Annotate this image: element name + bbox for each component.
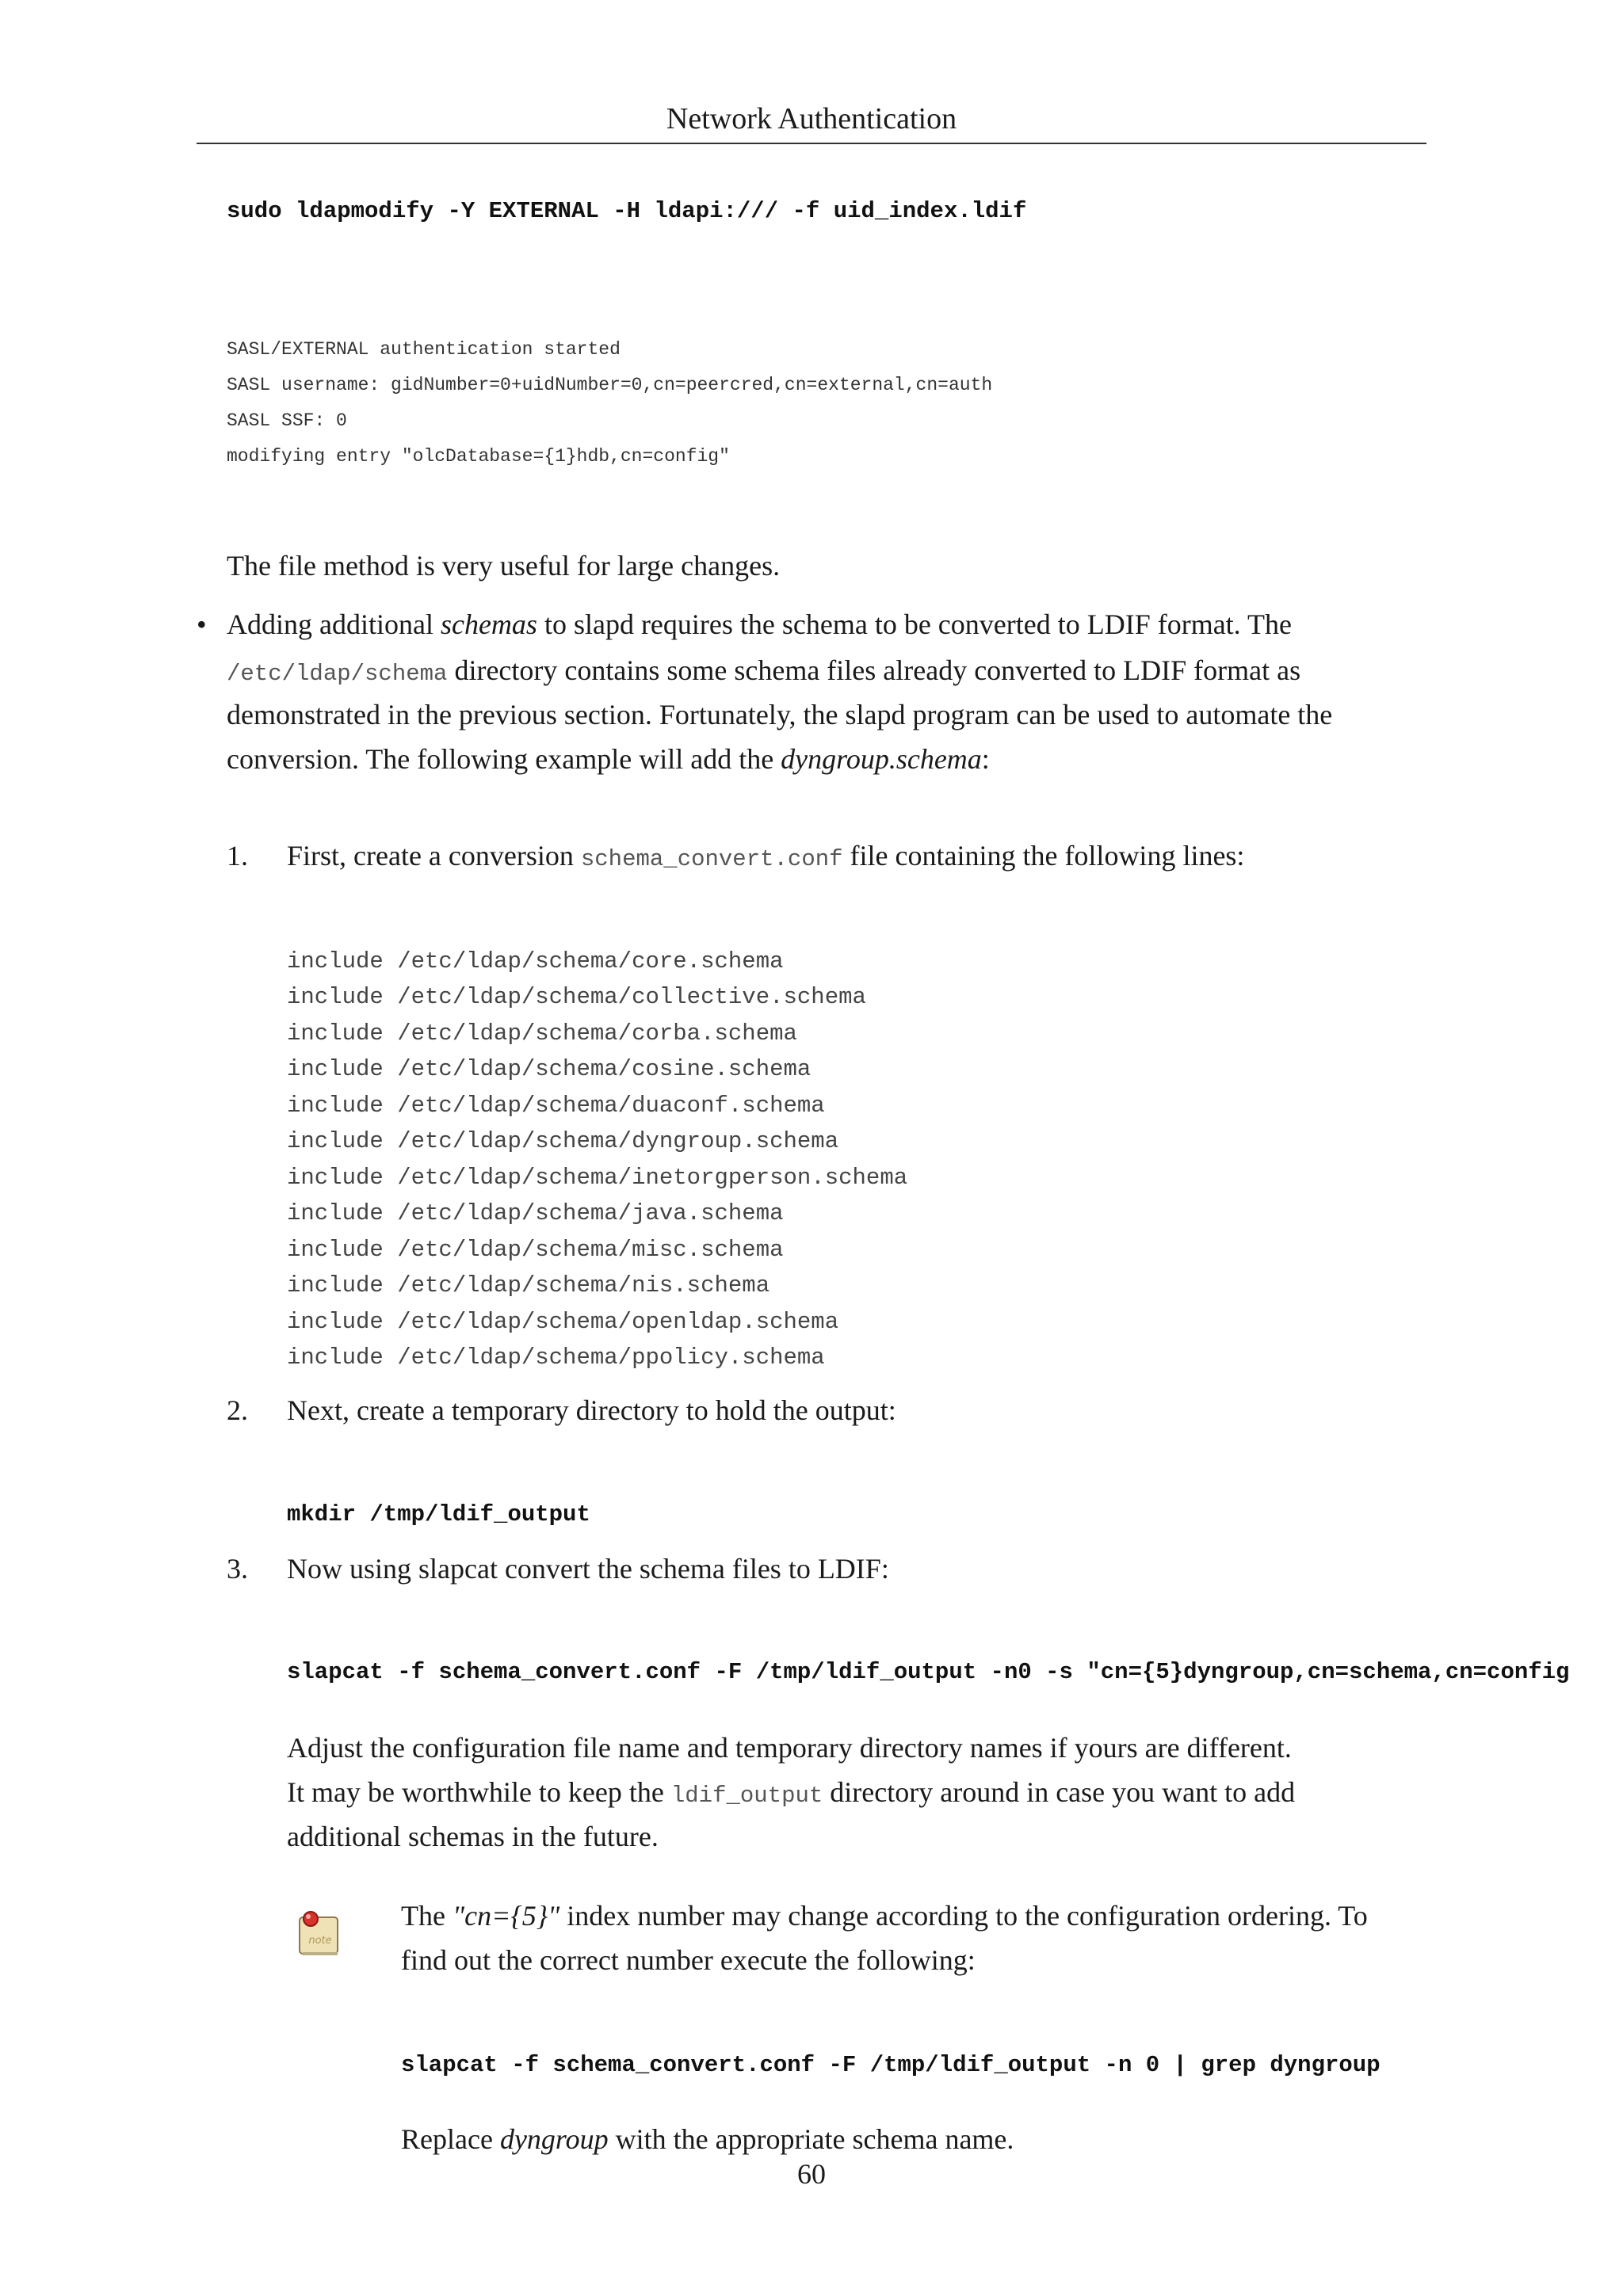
- bullet-line: conversion. The following example will add the dyngroup.schema:: [227, 743, 990, 775]
- svg-text:note: note: [308, 1935, 332, 1947]
- output-line: modifying entry "olcDatabase={1}hdb,cn=config": [227, 446, 730, 467]
- mkdir-command: mkdir /tmp/ldif_output: [287, 1501, 590, 1527]
- code-line: include /etc/ldap/schema/misc.schema: [287, 1237, 784, 1263]
- step-text: First, create a conversion schema_convert.conf file containing the following lines:: [287, 840, 1245, 872]
- code-line: include /etc/ldap/schema/java.schema: [287, 1200, 784, 1226]
- code-line: include /etc/ldap/schema/core.schema: [287, 948, 784, 974]
- note-icon: [295, 1908, 344, 1960]
- code-line: include /etc/ldap/schema/duaconf.schema: [287, 1093, 825, 1119]
- note-line: find out the correct number execute the following:: [401, 1944, 976, 1976]
- code-line: include /etc/ldap/schema/ppolicy.schema: [287, 1344, 825, 1371]
- code-line: include /etc/ldap/schema/dyngroup.schema: [287, 1128, 839, 1154]
- output-line: SASL SSF: 0: [227, 410, 347, 431]
- code-line: include /etc/ldap/schema/nis.schema: [287, 1272, 770, 1299]
- output-line: SASL username: gidNumber=0+uidNumber=0,cn=peercred,cn=external,cn=auth: [227, 375, 993, 395]
- bullet-line: /etc/ldap/schema directory contains some schema files already converted to LDIF format as: [227, 654, 1301, 687]
- bullet-line: Adding additional schemas to slapd requires the schema to be converted to LDIF format. The: [227, 608, 1293, 640]
- inline-code-filename: schema_convert.conf: [580, 846, 843, 872]
- inline-code-path: /etc/ldap/schema: [227, 661, 448, 687]
- adjust-line: additional schemas in the future.: [287, 1821, 659, 1852]
- code-line: include /etc/ldap/schema/inetorgperson.schema: [287, 1165, 908, 1191]
- ldapmodify-command: sudo ldapmodify -Y EXTERNAL -H ldapi:/// -f uid_index.ldif: [227, 198, 1027, 224]
- bullet-line: demonstrated in the previous section. Fortunately, the slapd program can be used to automate the: [227, 699, 1333, 730]
- step-text: Now using slapcat convert the schema files to LDIF:: [287, 1553, 889, 1585]
- note-line: The "cn={5}" index number may change according to the configuration ordering. To: [401, 1900, 1368, 1932]
- code-line: include /etc/ldap/schema/cosine.schema: [287, 1056, 812, 1082]
- code-line: include /etc/ldap/schema/collective.schema: [287, 984, 866, 1010]
- adjust-line: It may be worthwhile to keep the ldif_output directory around in case you want to add: [287, 1776, 1296, 1809]
- step-text: Next, create a temporary directory to hold the output:: [287, 1394, 896, 1426]
- code-line: include /etc/ldap/schema/openldap.schema: [287, 1309, 839, 1335]
- output-line: SASL/EXTERNAL authentication started: [227, 339, 621, 360]
- step-number: 3.: [227, 1553, 248, 1585]
- paragraph-file-method: The file method is very useful for large changes.: [227, 550, 781, 582]
- slapcat-command: slapcat -f schema_convert.conf -F /tmp/ldif_output -n0 -s "cn={5}dyngroup,cn=schema,cn=config: [287, 1659, 1570, 1685]
- step-number: 1.: [227, 840, 248, 871]
- note-command: slapcat -f schema_convert.conf -F /tmp/ldif_output -n 0 | grep dyngroup: [401, 2052, 1381, 2078]
- adjust-line: Adjust the configuration file name and temporary directory names if yours are different.: [287, 1732, 1292, 1764]
- step-number: 2.: [227, 1394, 248, 1426]
- header-rule: [197, 143, 1426, 144]
- note-line: Replace dyngroup with the appropriate schema name.: [401, 2123, 1014, 2155]
- running-header: Network Authentication: [666, 102, 957, 135]
- inline-code-dirname: ldif_output: [670, 1783, 823, 1809]
- page-number: 60: [797, 2158, 826, 2190]
- bullet-marker: •: [197, 608, 207, 640]
- code-line: include /etc/ldap/schema/corba.schema: [287, 1020, 797, 1047]
